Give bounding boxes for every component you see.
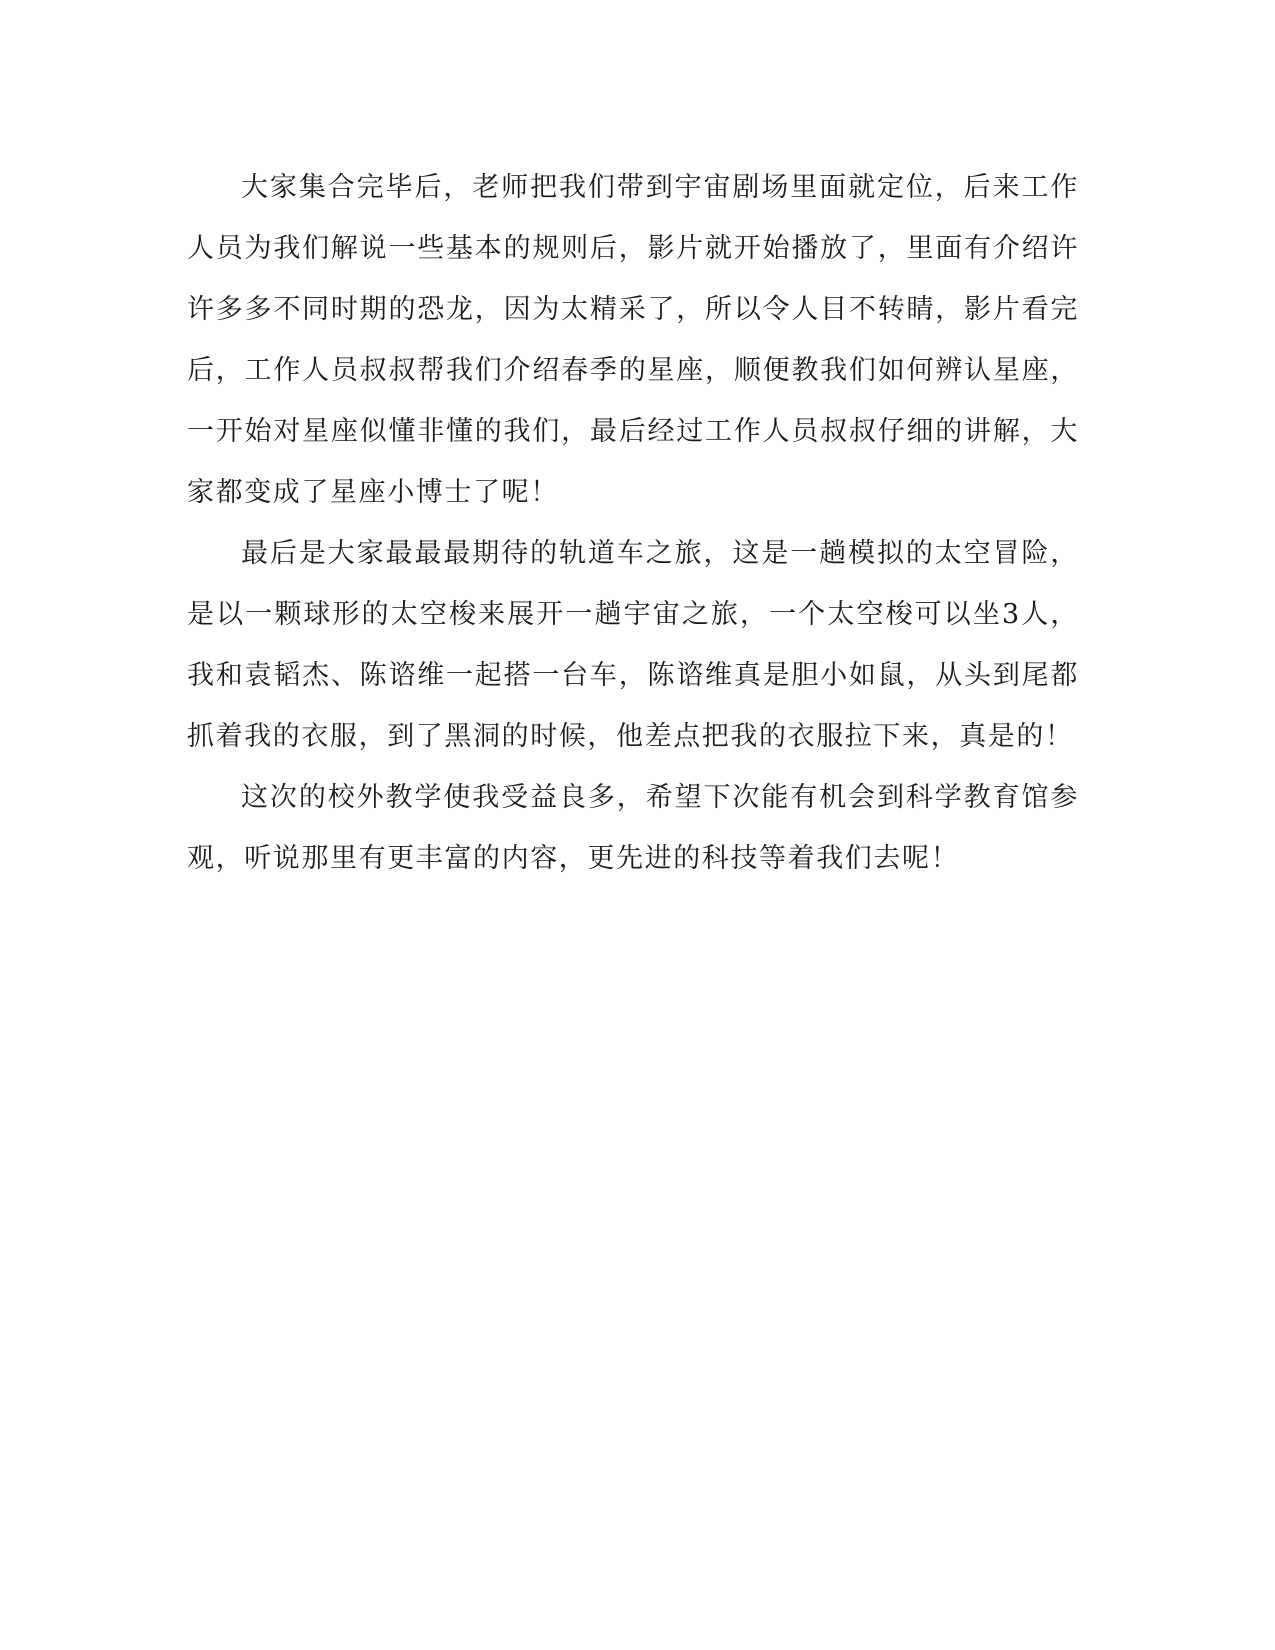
paragraph-2: 最后是大家最最最期待的轨道车之旅，这是一趟模拟的太空冒险，是以一颗球形的太空梭来展开一趟宇宙之旅，一个太空梭可以坐3人，我和袁韬杰、陈谘维一起搭一台车，陈谘维真是胆小如鼠，从头到尾都抓着我的衣服，到了黑洞的时候，他差点把我的衣服拉下来，真是的！ (187, 538, 1079, 752)
paragraph-3: 这次的校外教学使我受益良多，希望下次能有机会到科学教育馆参观，听说那里有更丰富的内容，更先进的科技等着我们去呢！ (187, 782, 1079, 874)
document-body (187, 157, 1079, 889)
paragraph-1: 大家集合完毕后，老师把我们带到宇宙剧场里面就定位，后来工作人员为我们解说一些基本的规则后，影片就开始播放了，里面有介绍许许多多不同时期的恐龙，因为太精采了，所以令人目不转睛，影片看完后，工作人员叔叔帮我们介绍春季的星座，顺便教我们如何辨认星座，一开始对星座似懂非懂的我们，最后经过工作人员叔叔仔细的讲解，大家都变成了星座小博士了呢！ (187, 172, 1079, 508)
